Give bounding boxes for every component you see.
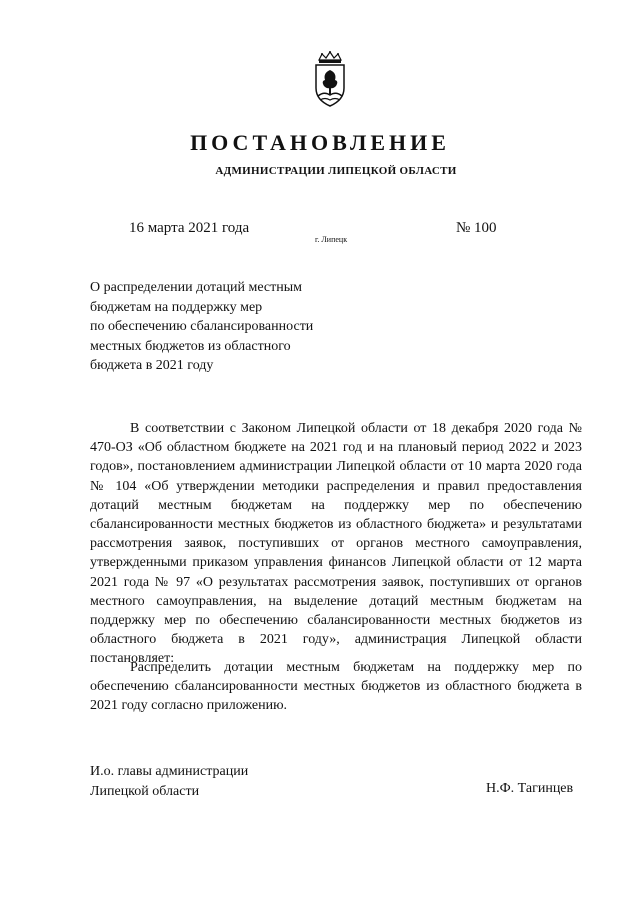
position-line: Липецкой области [90,783,200,799]
subject-line: бюджетам на поддержку мер [90,299,263,315]
document-number: № 100 [456,220,497,236]
subject-line: бюджета в 2021 году [90,358,214,373]
document-date: 16 марта 2021 года [129,220,250,236]
subject-line: местных бюджетов из областного [90,338,291,354]
subject-line: О распределении дотаций местным [90,280,303,295]
signatory-name: Н.Ф. Тагинцев [486,781,574,796]
resolution-paragraph: Распределить дотации местным бюджетам на поддержку мер по обеспечению сбалансированности местных бюджетов из областного бюджета в 2021 году согласно приложению. [90,660,582,714]
coat-of-arms-icon [310,50,350,108]
preamble-paragraph: В соответствии с Законом Липецкой области от 18 декабря 2020 года № 470-ОЗ «Об областном бюджете на 2021 год и на плановый период 2022 и 2023 годов», постановлением администрации Липецкой области от 10 марта 2020 года № 104 «Об утверждении методики распределения и правил предоставления дотаций местным бюджетам на поддержку мер по обеспечению сбалансированности местных бюджетов из областного бюджета» и результатами рассмотрения заявок, поступивших от органов местного самоуправления, утвержденными приказом управления финансов Липецкой области от 12 марта 2021 года № 97 «О результатах рассмотрения заявок, поступивших от органов местного самоуправления, на выделение дотаций местным бюджетам на поддержку мер по обеспечению сбалансированности местных бюджетов из областного бюджета в 2021 году», администрация Липецкой области постановляет: [90,421,582,667]
issuing-organization: АДМИНИСТРАЦИИ ЛИПЕЦКОЙ ОБЛАСТИ [215,165,457,177]
document-city: г. Липецк [315,235,348,244]
signatory-position [90,762,248,801]
document-title: ПОСТАНОВЛЕНИЕ [190,130,450,155]
date-number-line [0,220,640,250]
position-line: И.о. главы администрации [90,764,249,779]
subject-line: по обеспечению сбалансированности [90,319,314,334]
document-subject [90,278,350,376]
